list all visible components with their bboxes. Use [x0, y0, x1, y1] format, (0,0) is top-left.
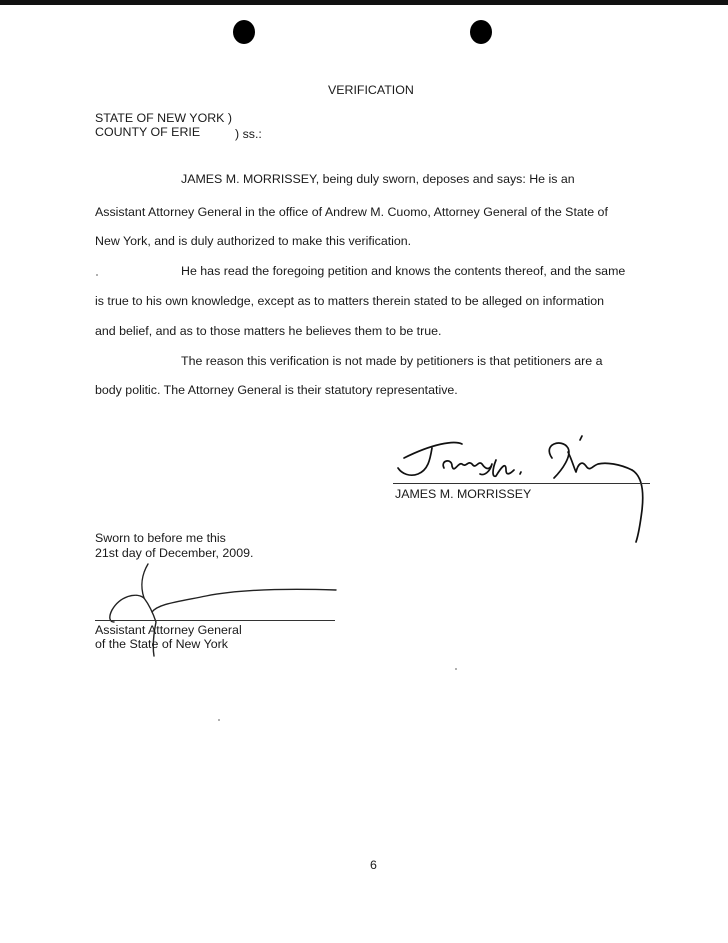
- paragraph-2-line-2: is true to his own knowledge, except as to matters therein stated to be alleged on information: [95, 294, 604, 308]
- page-number: 6: [370, 858, 377, 872]
- jurat-line-2: 21st day of December, 2009.: [95, 546, 254, 560]
- scan-speck: [96, 274, 98, 276]
- paragraph-1-line-2: Assistant Attorney General in the office of Andrew M. Cuomo, Attorney General of the State of: [95, 205, 608, 219]
- affiant-name: JAMES M. MORRISSEY: [395, 487, 532, 501]
- punch-hole-left: [233, 20, 255, 44]
- venue-ss: ) ss.:: [235, 127, 262, 141]
- punch-hole-right: [470, 20, 492, 44]
- venue-state: STATE OF NEW YORK ): [95, 111, 232, 125]
- paragraph-3-line-1: The reason this verification is not made by petitioners is that petitioners are a: [181, 354, 603, 368]
- paragraph-1-line-1: JAMES M. MORRISSEY, being duly sworn, deposes and says: He is an: [181, 172, 575, 186]
- document-heading: VERIFICATION: [328, 83, 414, 97]
- scan-speck: [455, 668, 457, 670]
- paragraph-1-line-3: New York, and is duly authorized to make this verification.: [95, 234, 412, 248]
- jurat-line-1: Sworn to before me this: [95, 531, 226, 545]
- notary-title-line-2: of the State of New York: [95, 637, 228, 651]
- paragraph-2-line-1: He has read the foregoing petition and knows the contents thereof, and the same: [181, 264, 626, 278]
- paragraph-2-line-3: and belief, and as to those matters he believes them to be true.: [95, 324, 442, 338]
- scan-speck: [218, 719, 220, 721]
- paragraph-3-line-2: body politic. The Attorney General is their statutory representative.: [95, 383, 458, 397]
- notary-title-line-1: Assistant Attorney General: [95, 623, 242, 637]
- affiant-signature-line: [393, 483, 650, 484]
- page-top-edge: [0, 0, 728, 5]
- notary-signature-line: [95, 620, 335, 621]
- venue-county: COUNTY OF ERIE: [95, 125, 201, 139]
